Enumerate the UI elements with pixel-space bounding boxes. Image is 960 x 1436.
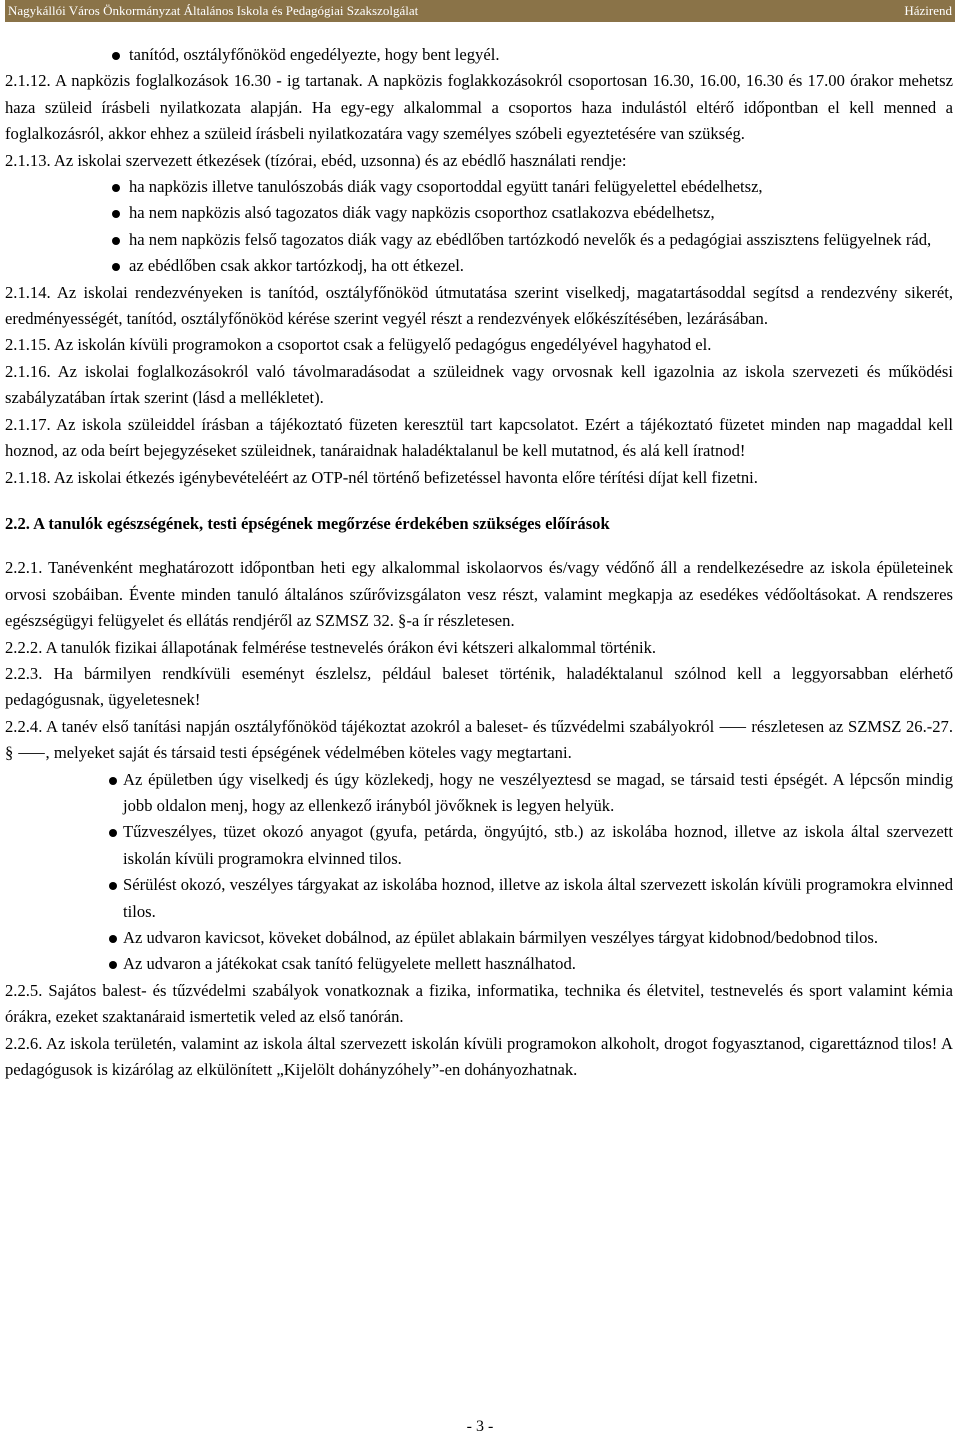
bullet-item: ha nem napközis alsó tagozatos diák vagy napközis csoporthoz csatlakozva ebédelhetsz,: [5, 200, 953, 226]
paragraph-2-2-5: 2.2.5. Sajátos balest- és tűzvédelmi szabályok vonatkoznak a fizika, informatika, technika és életvitel, testnevelés és sport valamint kémia órákra, ezeket szaktanáraid ismertetik veled az első tanórán.: [5, 980, 953, 1027]
paragraph-2-1-15: 2.1.15. Az iskolán kívüli programokon a csoportot csak a felügyelő pedagógus engedélyével hagyhatod el.: [5, 335, 712, 355]
section-heading-2-2: 2.2. A tanulók egészségének, testi épségének megőrzése érdekében szükséges előírások: [5, 513, 610, 533]
bullet-item: tanítód, osztályfőnököd engedélyezte, hogy bent legyél.: [5, 42, 953, 68]
paragraph-2-1-16: 2.1.16. Az iskolai foglalkozásokról való távolmaradásodat a szüleidnek vagy orvosnak kell igazolnia az iskola szervezeti és működési szabályzatában írtak szerint (lásd a mellékletet).: [5, 361, 953, 408]
paragraph-2-1-17: 2.1.17. Az iskola szüleiddel írásban a tájékoztató füzeten keresztül tart kapcsolatot. Ezért a tájékoztató füzetet minden nap magaddal kell hoznod, az oda beírt bejegyzéseket szüleidnek, tanáraidnak haladéktalanul be kell mutatnod, és alá kell íratnod!: [5, 414, 953, 461]
document-body: [5, 42, 953, 1083]
bullet-item: Az épületben úgy viselkedj és úgy közlekedj, hogy ne veszélyeztesd se magad, se társaid testi épségét. A lépcsőn mindig jobb oldalon menj, hogy az ellenkező irányból jövőknek is legyen helyük.: [5, 767, 953, 820]
header-document-title: Házirend: [904, 3, 952, 18]
paragraph-2-2-3: 2.2.3. Ha bármilyen rendkívüli eseményt észlelsz, például baleset történik, haladéktalanul szólnod kell a leggyorsabban elérhető pedagógusnak, ügyeletesnek!: [5, 663, 953, 710]
paragraph-2-1-12: 2.1.12. A napközis foglalkozások 16.30 - ig tartanak. A napközis foglakkozásokról csoportosan 16.30, 16.00, 16.30 és 17.00 órakor mehetsz haza szüleid írásbeli nyilatkozata alapján. Ha egy-egy alkalommal a csoportos haza indulástól eltérő időpontban el kell menned a foglalkozásról, akkor ehhez a szüleid írásbeli nyilatkozatára vagy személyes szóbeli egyeztetésére van szükség.: [5, 71, 953, 144]
paragraph-2-2-1: 2.2.1. Tanévenként meghatározott időpontban heti egy alkalommal iskolaorvos és/vagy védőnő áll a rendelkezésedre az iskola épületeinek orvosi szobáiban. Évente minden tanuló általános szűrővizsgálaton vesz részt, valamint megkapja az esedékes védőoltásokat. A rendszeres egészségügyi felügyelet és ellátás rendjéről az SZMSZ 32. §-a ír részletesen.: [5, 558, 953, 631]
bullet-item: Tűzveszélyes, tüzet okozó anyagot (gyufa, petárda, öngyújtó, stb.) az iskolába hoznod, illetve az iskola által szervezett iskolán kívüli programokra elvinned tilos.: [5, 819, 953, 872]
paragraph-2-2-2: 2.2.2. A tanulók fizikai állapotának felmérése testnevelés órákon évi kétszeri alkalommal történik.: [5, 637, 657, 657]
paragraph-2-2-4: 2.2.4. A tanév első tanítási napján osztályfőnököd tájékoztat azokról a baleset- és tűzvédelmi szabályokról ⸺ részletesen az SZMSZ 26.-27. § ⸺, melyeket saját és társaid testi épségének védelmében köteles vagy megtartani.: [5, 716, 953, 763]
bullet-item: az ebédlőben csak akkor tartózkodj, ha ott étkezel.: [5, 253, 953, 279]
bullet-item: Az udvaron a játékokat csak tanító felügyelete mellett használhatod.: [5, 951, 953, 977]
bullet-item: ha nem napközis felső tagozatos diák vagy az ebédlőben tartózkodó nevelők és a pedagógiai asszisztens felügyelnek rád,: [5, 227, 953, 253]
paragraph-2-2-6: 2.2.6. Az iskola területén, valamint az iskola által szervezett iskolán kívüli programokon alkoholt, drogot fogyasztanod, cigarettáznod tilos! A pedagógusok is kizárólag az elkülönített „Kijelölt dohányzóhely”-en dohányozhatnak.: [5, 1033, 953, 1080]
bullet-item: Az udvaron kavicsot, köveket dobálnod, az épület ablakain bármilyen veszélyes tárgyat kidobnod/bedobnod tilos.: [5, 925, 953, 951]
bullet-item: ha napközis illetve tanulószobás diák vagy csoportoddal együtt tanári felügyelettel ebédelhetsz,: [5, 174, 953, 200]
page-number: - 3 -: [466, 1418, 494, 1435]
bullet-item: Sérülést okozó, veszélyes tárgyakat az iskolába hoznod, illetve az iskola által szervezett iskolán kívüli programokra elvinned tilos.: [5, 872, 953, 925]
page-header: [5, 0, 955, 22]
paragraph-2-1-18: 2.1.18. Az iskolai étkezés igénybevételéért az OTP-nél történő befizetéssel havonta előre térítési díjat kell fizetni.: [5, 467, 758, 487]
paragraph-2-1-13: 2.1.13. Az iskolai szervezett étkezések (tízórai, ebéd, uzsonna) és az ebédlő használati rendje:: [5, 150, 627, 170]
header-school-name: Nagykállói Város Önkormányzat Általános Iskola és Pedagógiai Szakszolgálat: [8, 3, 419, 18]
paragraph-2-1-14: 2.1.14. Az iskolai rendezvényeken is tanítód, osztályfőnököd útmutatása szerint viselkedj, magatartásoddal segítsd a rendezvény sikerét, eredményességét, tanítód, osztályfőnököd kérése szerint vegyél részt a rendezvények előkészítésében, lezárásában.: [5, 282, 953, 329]
